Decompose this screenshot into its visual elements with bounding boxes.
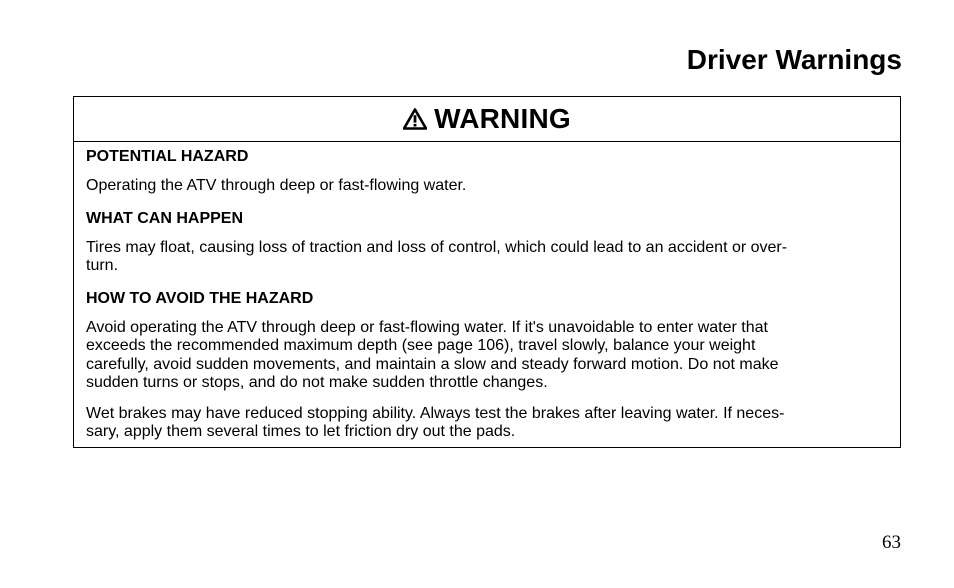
text-line: turn. — [86, 257, 119, 274]
text-line: carefully, avoid sudden movements, and maintain a slow and steady forward motion. Do not make — [86, 355, 779, 373]
potential-hazard-heading: POTENTIAL HAZARD — [86, 148, 249, 165]
how-to-avoid-text — [86, 319, 889, 393]
what-can-happen-text — [86, 239, 889, 276]
how-to-avoid-heading: HOW TO AVOID THE HAZARD — [86, 289, 314, 307]
text-line: Wet brakes may have reduced stopping ability. Always test the brakes after leaving water. If neces- — [86, 404, 785, 422]
warning-body — [74, 142, 900, 442]
text-line: Avoid operating the ATV through deep or fast-flowing water. If it's unavoidable to enter water that — [86, 318, 768, 336]
text-line: Tires may float, causing loss of traction and loss of control, which could lead to an accident or over- — [86, 238, 788, 256]
text-line: sary, apply them several times to let friction dry out the pads. — [86, 423, 516, 440]
potential-hazard-text: Operating the ATV through deep or fast-flowing water. — [86, 177, 467, 194]
wet-brakes-text — [86, 405, 889, 442]
page-number: 63 — [882, 532, 901, 553]
page-title: Driver Warnings — [686, 44, 902, 75]
text-line: sudden turns or stops, and do not make sudden throttle changes. — [86, 374, 548, 391]
warning-box — [73, 96, 901, 448]
what-can-happen-heading: WHAT CAN HAPPEN — [86, 209, 244, 227]
warning-title: WARNING — [434, 103, 571, 134]
warning-header — [74, 97, 900, 142]
warning-triangle-icon — [403, 108, 427, 130]
text-line: exceeds the recommended maximum depth (see page 106), travel slowly, balance your weight — [86, 337, 756, 354]
